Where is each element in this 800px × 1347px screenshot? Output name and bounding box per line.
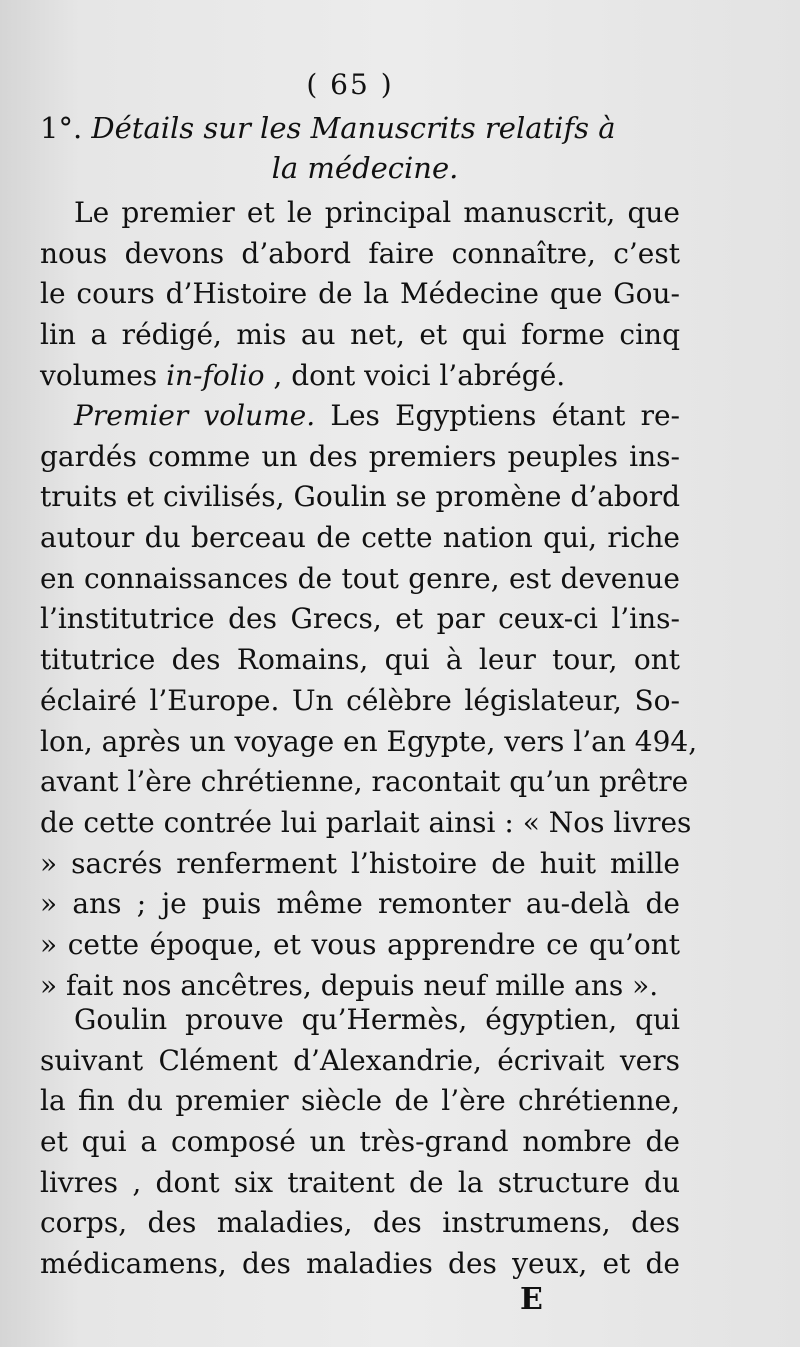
text-fragment: volumes <box>40 358 167 392</box>
text-line: le cours d’Histoire de la Médecine que Gou- <box>40 277 680 311</box>
text-line: l’institutrice des Grecs, et par ceux-ci l’ins- <box>40 602 680 636</box>
section-heading-line-1 <box>40 108 690 148</box>
text-line: lin a rédigé, mis au net, et qui forme cinq <box>40 318 680 352</box>
text-line: corps, des maladies, des instrumens, des <box>40 1206 680 1240</box>
text-line: Goulin prouve qu’Hermès, égyptien, qui <box>74 1003 680 1036</box>
text-line: de cette contrée lui parlait ainsi : « Nos livres <box>40 805 692 839</box>
text-line: autour du berceau de cette nation qui, riche <box>40 521 680 555</box>
text-line <box>40 356 680 397</box>
text-fragment: , dont voici l’abrégé. <box>264 358 566 392</box>
text-line: » sacrés renferment l’histoire de huit mille <box>40 846 680 880</box>
text-line: » cette époque, et vous apprendre ce qu’ont <box>40 927 680 961</box>
text-line: nous devons d’abord faire connaître, c’est <box>40 236 680 270</box>
text-line: » fait nos ancêtres, depuis neuf mille ans ». <box>40 968 659 1002</box>
text-line <box>40 396 680 437</box>
text-line: livres , dont six traitent de la structure du <box>40 1165 680 1199</box>
text-line: titutrice des Romains, qui à leur tour, ont <box>40 643 680 677</box>
text-line: suivant Clément d’Alexandrie, écrivait vers <box>40 1043 680 1077</box>
text-line: la fin du premier siècle de l’ère chrétienne, <box>40 1084 680 1118</box>
volume-heading: Premier volume. <box>74 399 316 432</box>
text-fragment: Les Egyptiens étant re- <box>315 399 681 432</box>
text-line: » ans ; je puis même remonter au-delà de <box>40 887 680 921</box>
text-line: Le premier et le principal manuscrit, que <box>74 196 680 229</box>
text-line: et qui a composé un très-grand nombre de <box>40 1125 680 1159</box>
italic-term: in-folio <box>166 358 265 392</box>
text-line: truits et civilisés, Goulin se promène d’abord <box>40 480 680 514</box>
text-line: avant l’ère chrétienne, racontait qu’un prêtre <box>40 765 689 799</box>
text-line: éclairé l’Europe. Un célèbre législateur, So- <box>40 683 680 717</box>
section-heading-line-2: la médecine. <box>271 151 459 185</box>
paragraph-2 <box>40 396 698 1006</box>
paragraph-1 <box>40 193 680 396</box>
signature-mark: E <box>520 1282 543 1317</box>
text-line: en connaissances de tout genre, est devenue <box>40 561 680 595</box>
section-number: 1°. <box>40 111 83 145</box>
section-heading-text: Détails sur les Manuscrits relatifs à <box>82 111 616 145</box>
paragraph-3 <box>40 1000 680 1285</box>
text-line: gardés comme un des premiers peuples ins- <box>40 439 680 473</box>
page-number: ( 65 ) <box>306 68 394 101</box>
text-line: lon, après un voyage en Egypte, vers l’an 494, <box>40 724 698 758</box>
text-line: médicamens, des maladies des yeux, et de <box>40 1247 680 1281</box>
